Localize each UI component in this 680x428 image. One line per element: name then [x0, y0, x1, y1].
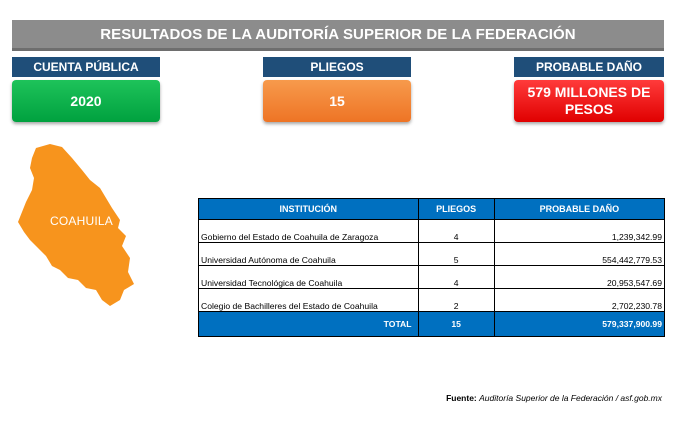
cell-institucion: Gobierno del Estado de Coahuila de Zaragoza — [199, 220, 419, 243]
page-title: RESULTADOS DE LA AUDITORÍA SUPERIOR DE LA FEDERACIÓN — [12, 20, 664, 51]
map-state-label: COAHUILA — [50, 214, 113, 228]
source-label: Fuente: — [446, 393, 477, 403]
cell-probable-dano: 554,442,779.53 — [494, 243, 664, 266]
cell-pliegos: 5 — [418, 243, 494, 266]
header-institucion: INSTITUCIÓN — [199, 199, 419, 220]
cell-probable-dano: 1,239,342.99 — [494, 220, 664, 243]
cell-probable-dano: 2,702,230.78 — [494, 289, 664, 312]
cell-pliegos: 4 — [418, 220, 494, 243]
table-total-row — [199, 312, 665, 337]
pliegos-value: 15 — [263, 80, 411, 122]
total-probable-dano: 579,337,900.99 — [494, 312, 664, 337]
cuenta-publica-value: 2020 — [12, 80, 160, 122]
total-label: TOTAL — [199, 312, 419, 337]
cell-institucion: Colegio de Bachilleres del Estado de Coahuila — [199, 289, 419, 312]
cell-pliegos: 4 — [418, 266, 494, 289]
header-pliegos: PLIEGOS — [418, 199, 494, 220]
probable-dano-label: PROBABLE DAÑO — [514, 57, 664, 77]
source-note — [446, 393, 662, 403]
table-row — [199, 243, 665, 266]
probable-dano-value: 579 MILLONES DE PESOS — [514, 80, 664, 122]
total-pliegos: 15 — [418, 312, 494, 337]
header-probable-dano: PROBABLE DAÑO — [494, 199, 664, 220]
cell-institucion: Universidad Tecnológica de Coahuila — [199, 266, 419, 289]
cell-pliegos: 2 — [418, 289, 494, 312]
table-row — [199, 289, 665, 312]
cuenta-publica-label: CUENTA PÚBLICA — [12, 57, 160, 77]
cell-probable-dano: 20,953,547.69 — [494, 266, 664, 289]
cell-institucion: Universidad Autónoma de Coahuila — [199, 243, 419, 266]
table-row — [199, 220, 665, 243]
results-table — [198, 198, 665, 337]
pliegos-label: PLIEGOS — [263, 57, 411, 77]
source-text: Auditoría Superior de la Federación / asf.gob.mx — [479, 393, 662, 403]
table-header-row — [199, 199, 665, 220]
table-row — [199, 266, 665, 289]
